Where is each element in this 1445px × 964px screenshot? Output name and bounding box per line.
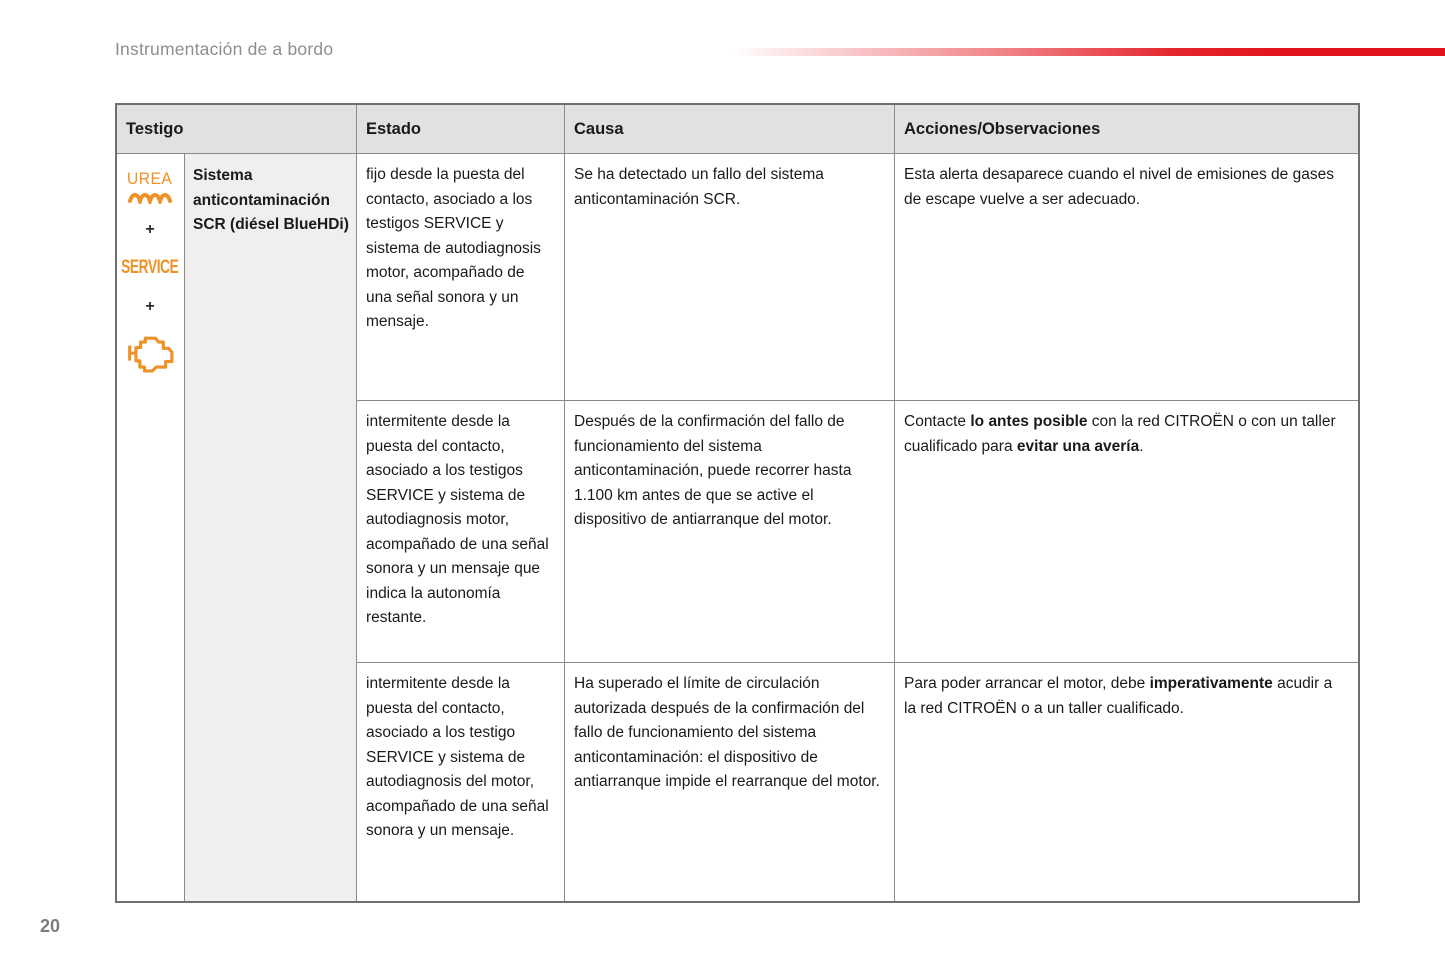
column-header-causa xyxy=(565,105,895,154)
acciones-segment-bold: imperativamente xyxy=(1149,675,1273,692)
acciones-segment: Para poder arrancar el motor, debe xyxy=(904,675,1150,692)
acciones-segment-bold: lo antes posible xyxy=(970,413,1088,430)
system-name-cell xyxy=(185,154,357,901)
estado-text: intermitente desde la puesta del contacto, asociado a los testigo SERVICE y sistema de autodiagnosis del motor, acompañado de una señal sonora y un mensaje. xyxy=(366,675,549,839)
acciones-segment-bold: evitar una avería xyxy=(1016,437,1140,455)
causa-cell-row3 xyxy=(565,663,895,901)
column-header-label: Estado xyxy=(366,119,422,138)
urea-indicator xyxy=(125,167,174,204)
column-header-acciones xyxy=(895,105,1358,154)
acciones-segment: con la red CITROËN o con un taller cualificado para xyxy=(904,413,1336,455)
column-header-label: Acciones/Observaciones xyxy=(904,119,1101,138)
estado-cell-row1 xyxy=(357,154,565,401)
page-title: Instrumentación de a bordo xyxy=(115,39,334,59)
causa-text: Ha superado el límite de circulación autorizada después de la confirmación del fallo de funcionamiento del sistema anticontaminación: el dispositivo de antiarranque impide el rearranque del motor. xyxy=(574,675,880,790)
system-name: Sistema anticontaminación SCR (diésel BlueHDi) xyxy=(193,167,349,233)
acciones-text: Esta alerta desaparece cuando el nivel de emisiones de gases de escape vuelve a ser adecuado. xyxy=(904,166,1334,208)
warning-lamp-cell xyxy=(117,154,185,901)
causa-cell-row1 xyxy=(565,154,895,401)
causa-cell-row2 xyxy=(565,401,895,663)
column-header-estado xyxy=(357,105,565,154)
estado-cell-row3 xyxy=(357,663,565,901)
estado-text: fijo desde la puesta del contacto, asociado a los testigos SERVICE y sistema de autodiagnosis motor, acompañado de una señal sonora y un mensaje. xyxy=(366,166,541,330)
wave-icon xyxy=(127,192,173,204)
service-indicator-label: SERVICE xyxy=(121,257,179,278)
red-accent-stripe xyxy=(730,48,1445,56)
urea-label: UREA xyxy=(127,169,173,188)
column-header-label: Testigo xyxy=(126,119,184,138)
acciones-segment: acudir a la red CITROËN o a un taller cualificado. xyxy=(904,675,1333,717)
plus-sign: + xyxy=(145,297,155,315)
acciones-text xyxy=(904,675,1332,717)
column-header-label: Causa xyxy=(574,119,624,138)
estado-text: intermitente desde la puesta del contacto, asociado a los testigos SERVICE y sistema de autodiagnosis motor, acompañado de una señal sonora y un mensaje que indica la autonomía restante. xyxy=(366,413,549,626)
causa-text: Se ha detectado un fallo del sistema anticontaminación SCR. xyxy=(574,166,824,208)
acciones-segment: Contacte xyxy=(904,413,971,430)
estado-cell-row2 xyxy=(357,401,565,663)
page-number: 20 xyxy=(40,916,61,936)
plus-sign: + xyxy=(145,220,155,238)
column-header-testigo xyxy=(117,105,357,154)
acciones-cell-row2 xyxy=(895,401,1358,663)
warning-lamp-table xyxy=(115,103,1360,903)
causa-text: Después de la confirmación del fallo de funcionamiento del sistema anticontaminación, puede recorrer hasta 1.100 km antes de que se active el dispositivo de antiarranque del motor. xyxy=(574,413,852,528)
acciones-text xyxy=(904,413,1336,455)
acciones-cell-row3 xyxy=(895,663,1358,901)
check-engine-icon xyxy=(125,333,175,373)
acciones-segment: . xyxy=(1139,437,1144,455)
acciones-cell-row1 xyxy=(895,154,1358,401)
